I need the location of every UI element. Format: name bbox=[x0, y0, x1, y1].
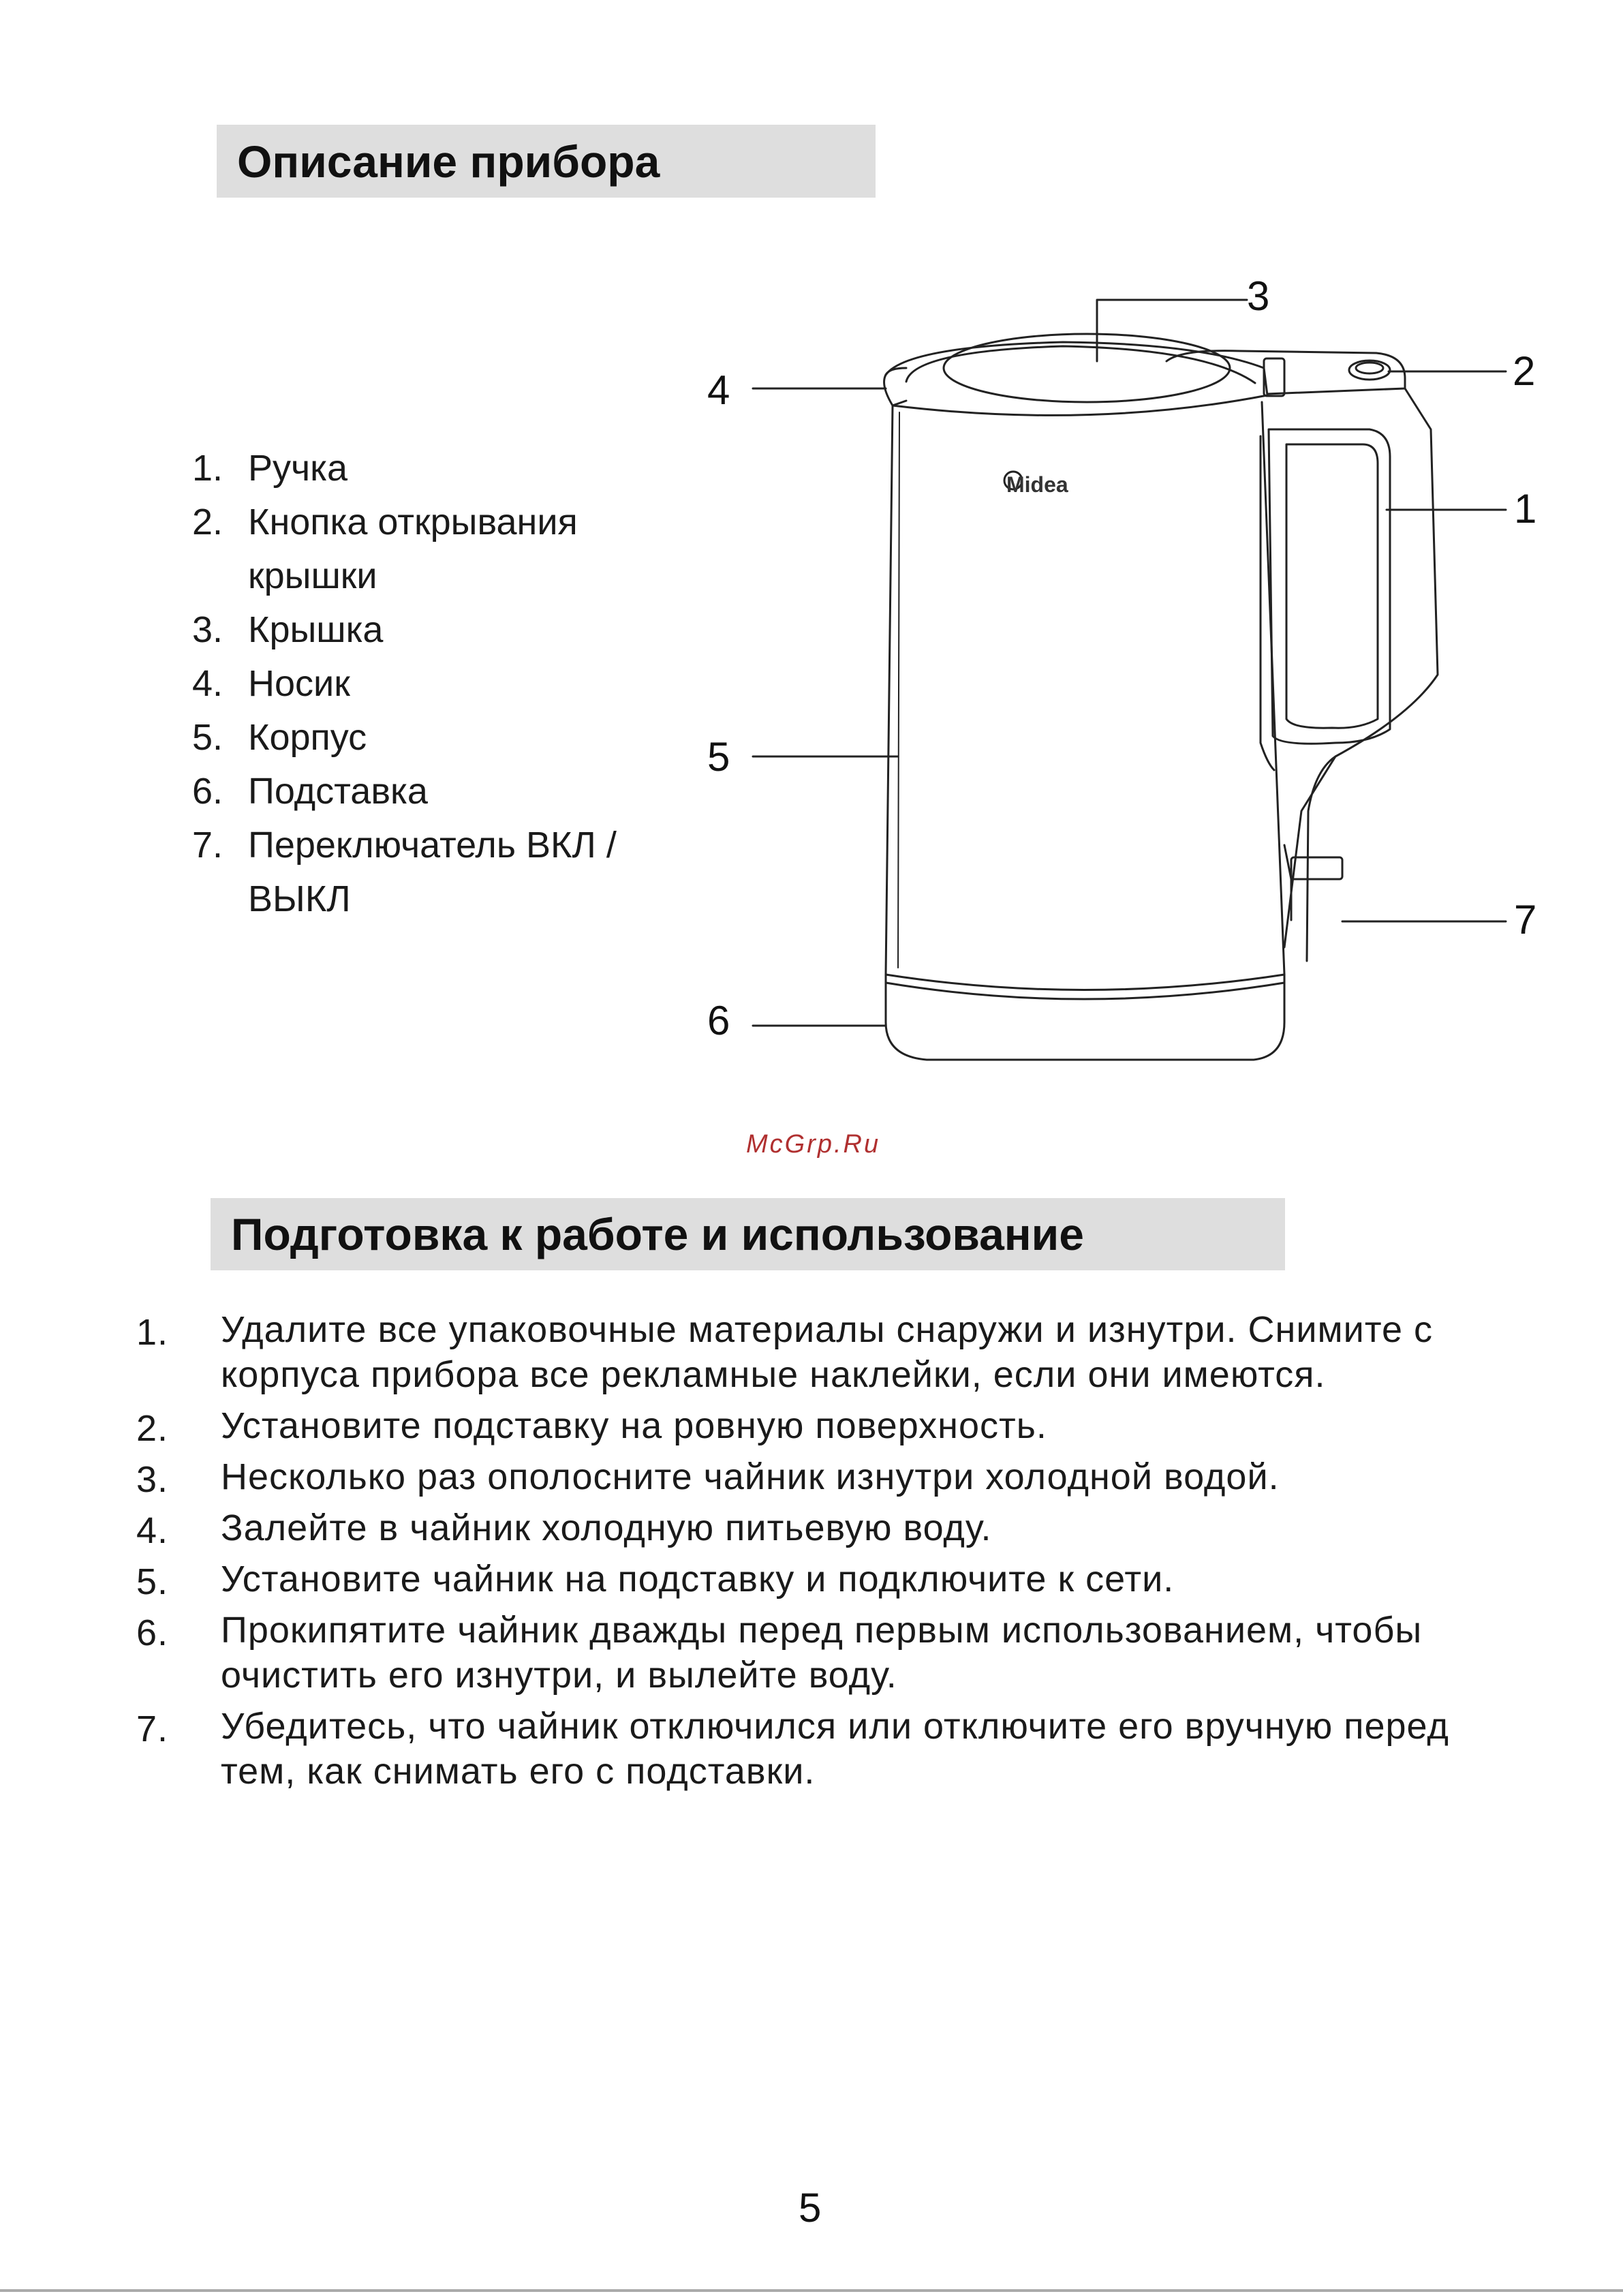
item-label: Крышка bbox=[248, 609, 384, 650]
item-number: 5. bbox=[192, 717, 223, 758]
step-text: Прокипятите чайник дважды перед первым использованием, чтобы очистить его изнутри, и вылейте воду. bbox=[221, 1610, 1423, 1696]
section-title-preparation: Подготовка к работе и использование bbox=[231, 1209, 1084, 1259]
section-header-preparation bbox=[211, 1198, 1285, 1270]
step-text: Установите подставку на ровную поверхность. bbox=[221, 1405, 1047, 1446]
step-item bbox=[136, 1505, 1499, 1550]
section-header-description bbox=[217, 125, 876, 198]
callout-4: 4 bbox=[707, 367, 730, 413]
leader-3 bbox=[1097, 300, 1247, 361]
kettle-lid bbox=[886, 342, 1267, 415]
item-number: 6. bbox=[192, 771, 223, 812]
item-label: Переключатель ВКЛ / ВЫКЛ bbox=[248, 825, 617, 919]
step-item bbox=[136, 1557, 1499, 1602]
parts-list-item bbox=[192, 711, 683, 765]
step-text: Убедитесь, что чайник отключился или отключите его вручную перед тем, как снимать его с подставки. bbox=[221, 1706, 1449, 1792]
bottom-divider bbox=[0, 2289, 1623, 2292]
step-number: 4. bbox=[136, 1510, 169, 1551]
item-label: Подставка bbox=[248, 771, 428, 812]
step-text: Удалите все упаковочные материалы снаружи и изнутри. Снимите с корпуса прибора все рекламные наклейки, если они имеются. bbox=[221, 1309, 1433, 1395]
step-item bbox=[136, 1403, 1499, 1448]
step-number: 3. bbox=[136, 1459, 169, 1500]
item-number: 4. bbox=[192, 663, 223, 704]
parts-list-item bbox=[192, 765, 683, 818]
callout-7: 7 bbox=[1514, 897, 1537, 943]
step-item bbox=[136, 1454, 1499, 1499]
callout-2: 2 bbox=[1513, 348, 1536, 394]
item-label: Кнопка открывания крышки bbox=[248, 502, 578, 596]
callout-1: 1 bbox=[1514, 486, 1537, 532]
step-number: 6. bbox=[136, 1612, 169, 1653]
item-number: 1. bbox=[192, 448, 223, 489]
watermark: McGrp.Ru bbox=[746, 1130, 881, 1159]
item-label: Носик bbox=[248, 663, 350, 704]
kettle-spout bbox=[884, 375, 906, 405]
parts-list-item bbox=[192, 657, 683, 711]
kettle-diagram bbox=[681, 266, 1567, 1111]
item-label: Корпус bbox=[248, 717, 367, 758]
parts-list-item bbox=[192, 818, 683, 926]
parts-list-item bbox=[192, 603, 683, 657]
step-number: 7. bbox=[136, 1709, 169, 1749]
parts-list-item bbox=[192, 442, 683, 495]
parts-list bbox=[192, 442, 683, 926]
parts-list-item bbox=[192, 495, 683, 603]
step-number: 1. bbox=[136, 1312, 169, 1353]
kettle-base bbox=[886, 975, 1284, 1060]
item-number: 3. bbox=[192, 609, 223, 650]
callout-5: 5 bbox=[707, 734, 730, 780]
step-item bbox=[136, 1307, 1499, 1397]
step-number: 2. bbox=[136, 1408, 169, 1449]
item-label: Ручка bbox=[248, 448, 347, 489]
power-switch bbox=[1291, 857, 1342, 879]
step-text: Установите чайник на подставку и подключите к сети. bbox=[221, 1559, 1175, 1599]
page-number: 5 bbox=[799, 2185, 822, 2231]
item-number: 7. bbox=[192, 825, 223, 866]
brand-logo: Midea bbox=[1006, 472, 1068, 497]
section-title-description: Описание прибора bbox=[237, 136, 660, 187]
step-text: Залейте в чайник холодную питьевую воду. bbox=[221, 1507, 992, 1548]
steps-list bbox=[136, 1307, 1499, 1800]
step-item bbox=[136, 1608, 1499, 1698]
item-number: 2. bbox=[192, 502, 223, 542]
callout-3: 3 bbox=[1247, 273, 1270, 319]
step-number: 5. bbox=[136, 1561, 169, 1602]
callout-6: 6 bbox=[707, 998, 730, 1043]
step-item bbox=[136, 1704, 1499, 1794]
step-text: Несколько раз ополосните чайник изнутри холодной водой. bbox=[221, 1456, 1280, 1497]
kettle-body bbox=[886, 402, 1284, 975]
